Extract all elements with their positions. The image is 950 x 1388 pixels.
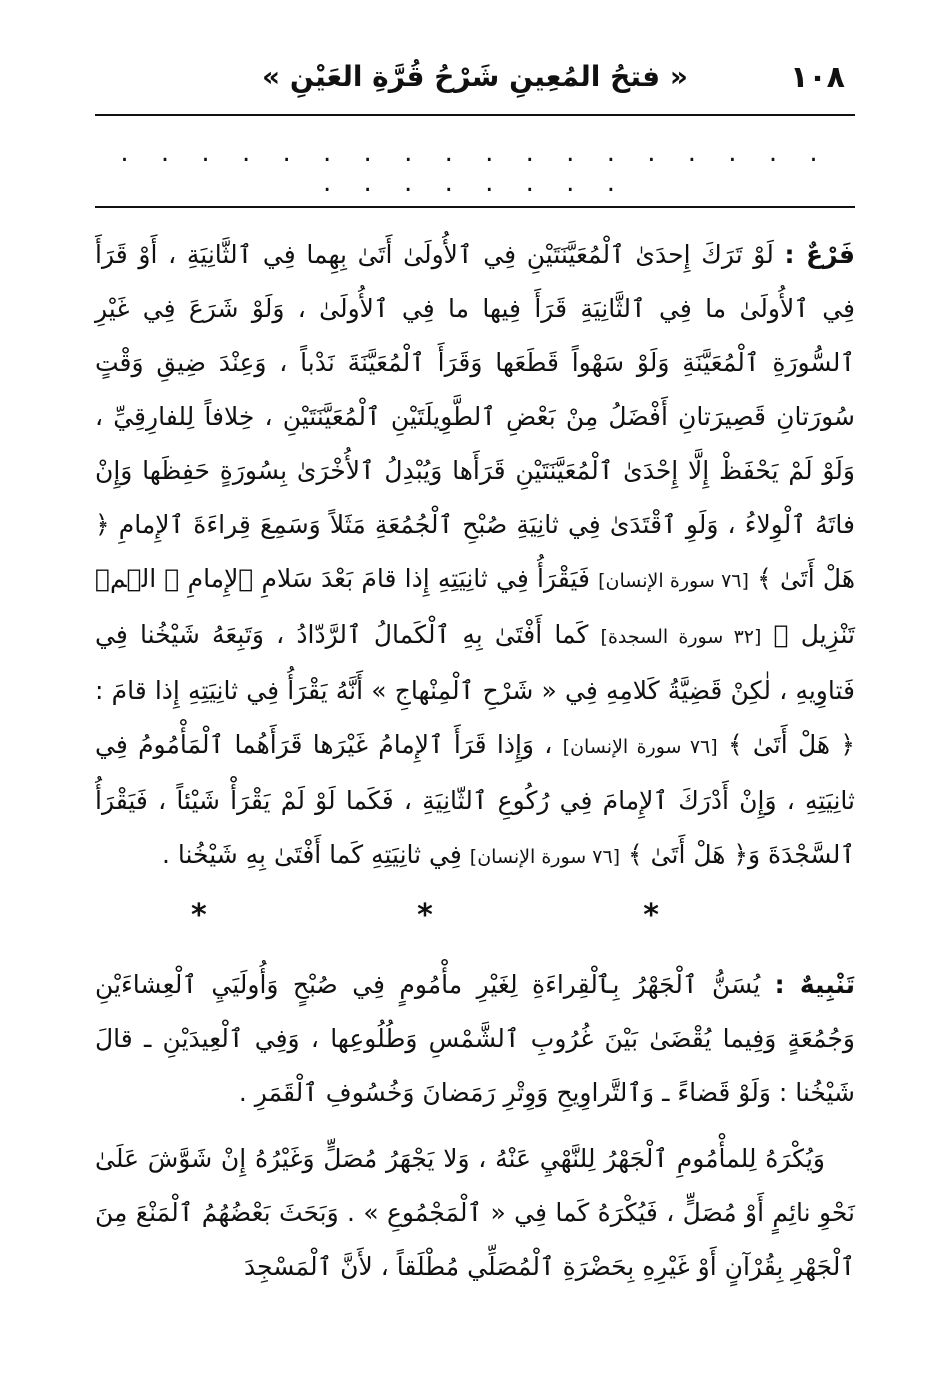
far-paragraph <box>95 228 855 884</box>
yukrah-paragraph <box>95 1132 855 1294</box>
far-ref-3: [٧٦ سورة الإنسان] <box>562 736 718 758</box>
far-ref-4: [٧٦ سورة الإنسان] <box>469 846 621 868</box>
far-ref-2: [٣٢ سورة السجدة] <box>600 626 762 648</box>
running-title: « فتحُ المُعِينِ شَرْحُ قُرَّةِ العَيْنِ » <box>262 60 688 93</box>
tanbih-text: يُسَنُّ ٱلْجَهْرُ بِٱلْقِراءَةِ لِغَيْرِ مأْمُومٍ فِي صُبْحٍ وَأُولَيَيِ ٱلْعِشاءَيْنِ وَجُمُعَةٍ وَفِيما يُقْضَىٰ بَيْنَ غُرُوبِ ٱلشَّمْسِ وَطُلُوعِها ، وَفِي ٱلْعِيدَيْنِ ـ قالَ شَيْخُنا : وَلَوْ قَضاءً ـ وَٱلتَّراوِيحِ وَوِتْرِ رَمَضانَ وَخُسُوفِ ٱلْقَمَرِ . <box>95 970 855 1107</box>
far-ref-1: [٧٦ سورة الإنسان] <box>598 570 749 592</box>
tanbih-paragraph <box>95 958 855 1120</box>
section-rule <box>95 206 855 208</box>
far-text-5: فِي ثانِيَتِهِ كَما أَفْتَىٰ بِهِ شَيْخُنا . <box>162 840 462 869</box>
tanbih-heading: تَنْبِيهٌ : <box>774 970 855 999</box>
far-text-2: فَيَقْرَأُ فِي ثانِيَتِهِ إِذا قامَ بَعْدَ سَلامِ ٱلإِمامِ ﴿ الۤمۤ تَنْزِيل ﴾ <box>95 564 855 649</box>
page-number: ١٠٨ <box>790 60 845 95</box>
far-text-4: ، وَإِذا قَرَأَ ٱلإِمامُ غَيْرَها قَرَأَهُما ٱلْمَأْمُومُ فِي ثانِيَتِهِ ، وَإِنْ أَدْرَكَ ٱلإِمامَ فِي رُكُوعِ ٱلثّانِيَةِ ، فَكَما لَوْ لَمْ يَقْرَأْ شَيْئاً ، فَيَقْرَأُ ٱلسَّجْدَةَ وَ﴿ هَلْ أَتَىٰ ﴾ <box>95 730 855 869</box>
header-rule <box>95 114 855 116</box>
yukrah-text: وَيُكْرَهُ لِلمأْمُومِ ٱلْجَهْرُ لِلنَّهْيِ عَنْهُ ، وَلا يَجْهَرُ مُصَلٍّ وَغَيْرُهُ إِنْ شَوَّشَ عَلَىٰ نَحْوِ نائِمٍ أَوْ مُصَلٍّ ، فَيُكْرَهُ كَما فِي « ٱلْمَجْمُوعِ » . وَبَحَثَ بَعْضُهُمُ ٱلْمَنْعَ مِنَ ٱلْجَهْرِ بِقُرْآنٍ أَوْ غَيْرِهِ بِحَضْرَةِ ٱلْمُصَلِّي مُطْلَقاً ، لأَنَّ ٱلْمَسْجِدَ <box>95 1144 855 1281</box>
far-heading: فَرْعٌ : <box>784 240 856 269</box>
far-text-3: كَما أَفْتَىٰ بِهِ ٱلْكَمالُ ٱلرَّدّادُ ، وَتَبِعَهُ شَيْخُنا فِي فَتاوِيهِ ، لٰكِنْ قَضِيَّةُ كَلامِهِ فِي « شَرْحِ ٱلْمِنْهاجِ » أَنَّهُ يَقْرَأُ فِي ثانِيَتِهِ إِذا قامَ : ﴿ هَلْ أَتَىٰ ﴾ <box>95 620 856 759</box>
far-text: لَوْ تَرَكَ إِحدَىٰ ٱلْمُعَيَّنَتَيْنِ فِي ٱلأُولَىٰ أَتَىٰ بِهِما فِي ٱلثَّانِيَةِ ، أَوْ قَرَأَ فِي ٱلأُولَىٰ ما فِي ٱلثَّانِيَةِ قَرَأَ فِيها ما فِي ٱلأُولَىٰ ، وَلَوْ شَرَعَ فِي غَيْرِ ٱلسُّورَةِ ٱلْمُعَيَّنَةِ وَلَوْ سَهْواً قَطَعَها وَقَرَأَ ٱلْمُعَيَّنَةَ نَدْباً ، وَعِنْدَ ضِيقِ وَقْتٍ سُورَتانِ قَصِيرَتانِ أَفْضَلُ مِنْ بَعْضِ ٱلطَّوِيلَتَيْنِ ٱلْمُعَيَّنَتَيْنِ ، خِلافاً لِلفارِقِيِّ ، وَلَوْ لَمْ يَحْفَظْ إِلَّا إِحْدَىٰ ٱلْمُعَيَّنَتَيْنِ قَرَأَها وَيُبْدِلُ ٱلأُخْرَىٰ بِسُورَةٍ حَفِظَها وَإِنْ فاتَهُ ٱلْوِلاءُ ، وَلَوِ ٱقْتَدَىٰ فِي ثانِيَةِ صُبْحِ ٱلْجُمُعَةِ مَثَلاً وَسَمِعَ قِراءَةَ ٱلإِمامِ ﴿ هَلْ أَتَىٰ ﴾ <box>95 240 856 593</box>
page-header <box>95 52 855 102</box>
asterisk-separator: * * * <box>191 898 759 933</box>
dotted-continuation: . . . . . . . . . . . . . . . . . . . . . . . . . . <box>120 138 830 198</box>
